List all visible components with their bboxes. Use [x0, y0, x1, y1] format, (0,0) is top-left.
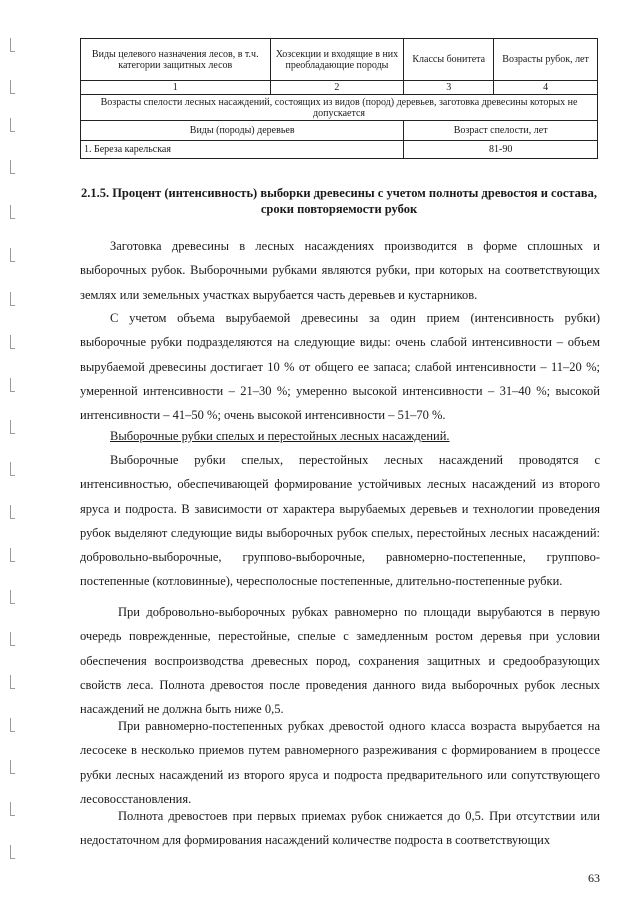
col-header-purpose: Виды целевого назначения лесов, в т.ч. категории защитных лесов — [81, 39, 271, 81]
paragraph-6: Полнота древостоев при первых приемах рубок снижается до 0,5. При отсутствии или недостаточном для формирования насаждений количестве подроста в соответствующих — [80, 809, 600, 848]
section-heading: 2.1.5. Процент (интенсивность) выборки древесины с учетом полноты древостоя и состава, сроки повторяемости рубок — [80, 186, 598, 216]
col-number-4: 4 — [494, 81, 598, 95]
sub-heading-selective-cuttings: Выборочные рубки спелых и перестойных лесных насаждений. — [110, 429, 450, 443]
paragraph-4: При добровольно-выборочных рубках равномерно по площади вырубаются в первую очередь поврежденные, перестойные, спелые с замедленным ростом деревья при условии обеспечения воспроизводства древесных пород, сохранения защитных и средообразующих свойств леса. Полнота древостоя после проведения данного вида выборочных рубок лесных насаждений не должна быть ниже 0,5. — [80, 605, 600, 717]
table-note-row: Возрасты спелости лесных насаждений, состоящих из видов (пород) деревьев, заготовка древесины которых не допускается — [81, 95, 598, 121]
row-age: 81-90 — [404, 141, 598, 159]
page-number: 63 — [588, 871, 600, 885]
sub-header-maturity-age: Возраст спелости, лет — [404, 121, 598, 141]
paragraph-1: Заготовка древесины в лесных насаждениях производится в форме сплошных и выборочных рубок. Выборочными рубками являются рубки, при которых на соответствующих землях или земельных участках вырубается часть деревьев и кустарников. — [80, 239, 600, 302]
col-number-2: 2 — [270, 81, 404, 95]
col-header-bonitet: Классы бонитета — [404, 39, 494, 81]
table-row — [81, 141, 598, 159]
paragraph-3: Выборочные рубки спелых, перестойных лесных насаждений проводятся с интенсивностью, обеспечивающей формирование устойчивых лесных насаждений из второго яруса и подроста. В зависимости от характера вырубаемых деревьев и технологии проведения рубок выделяют следующие виды выборочных рубок спелых, перестойных лесных насаждений: добровольно-выборочные, группово-выборочные, равномерно-постепенные, группово-постепенные (котловинные), чересполосные постепенные, длительно-постепенные рубки. — [80, 453, 600, 589]
col-header-ages: Возрасты рубок, лет — [494, 39, 598, 81]
row-species: 1. Береза карельская — [81, 141, 404, 159]
paragraph-2: С учетом объема вырубаемой древесины за один прием (интенсивность рубки) выборочные рубки подразделяются на следующие виды: очень слабой интенсивности – объем вырубаемой древесины достигает 10 % от общего ее запаса; слабой интенсивности – 11–20 %; умеренной интенсивности – 21–30 %; умеренно высокой интенсивности – 31–40 %; высокой интенсивности – 41–50 %; очень высокой интенсивности – 51–70 %. — [80, 311, 600, 423]
col-header-sections: Хозсекции и входящие в них преобладающие породы — [270, 39, 404, 81]
cutting-age-table — [80, 38, 598, 159]
binder-hole-marks — [6, 0, 18, 905]
paragraph-5: При равномерно-постепенных рубках древостой одного класса возраста вырубается на лесосеке в несколько приемов путем равномерного разреживания с формированием в процессе рубки лесных насаждений из второго яруса и подроста предварительного или сопутствующего лесовосстановления. — [80, 719, 600, 806]
col-number-1: 1 — [81, 81, 271, 95]
col-number-3: 3 — [404, 81, 494, 95]
sub-header-species: Виды (породы) деревьев — [81, 121, 404, 141]
